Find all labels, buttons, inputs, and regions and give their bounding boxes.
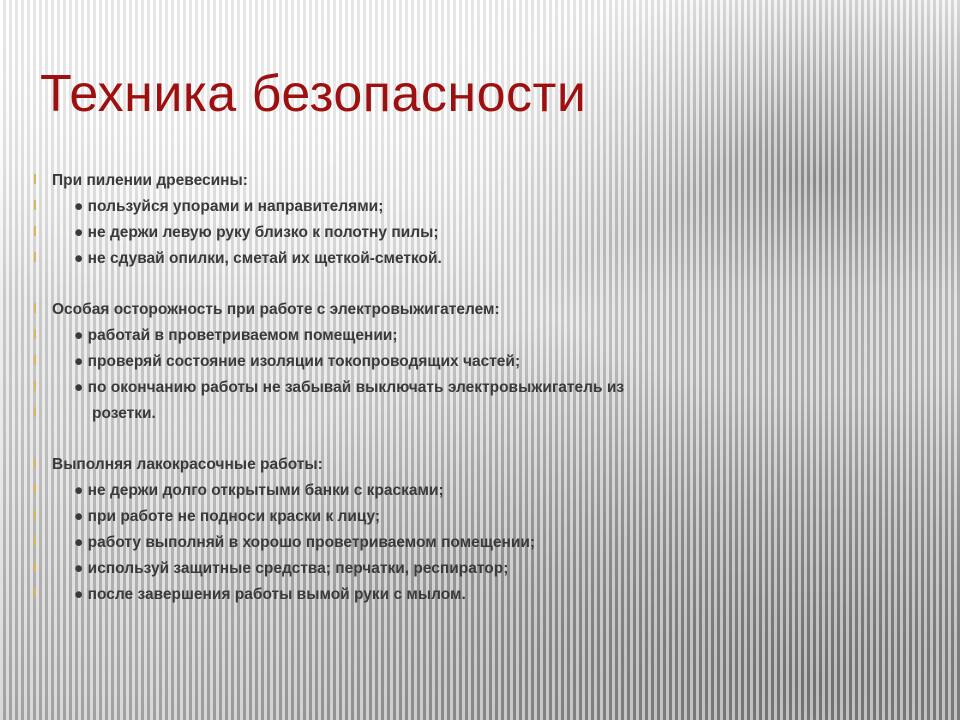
section-heading bbox=[34, 452, 914, 478]
line-text: ● пользуйся упорами и направителями; bbox=[74, 198, 384, 215]
line-text: Особая осторожность при работе с электровыжигателем: bbox=[52, 301, 500, 318]
bullet-item bbox=[34, 504, 914, 530]
line-text: ● работай в проветриваемом помещении; bbox=[74, 327, 398, 344]
bullet-marker-icon bbox=[34, 200, 36, 210]
bullet-item bbox=[34, 401, 914, 427]
line-text: ● после завершения работы вымой руки с мылом. bbox=[74, 586, 466, 603]
bullet-item bbox=[34, 349, 914, 375]
line-text: ● используй защитные средства; перчатки, респиратор; bbox=[74, 560, 509, 577]
line-text: ● по окончанию работы не забывай выключать электровыжигатель из bbox=[74, 379, 625, 396]
bullet-item bbox=[34, 194, 914, 220]
bullet-marker-icon bbox=[34, 226, 36, 236]
line-text: ● работу выполняй в хорошо проветриваемом помещении; bbox=[74, 534, 536, 551]
bullet-item bbox=[34, 375, 914, 401]
bullet-marker-icon bbox=[34, 458, 36, 468]
line-text: Выполняя лакокрасочные работы: bbox=[52, 456, 323, 473]
bullet-marker-icon bbox=[34, 562, 36, 572]
bullet-marker-icon bbox=[34, 484, 36, 494]
bullet-marker-icon bbox=[34, 303, 36, 313]
bullet-marker-icon bbox=[34, 252, 36, 262]
bullet-marker-icon bbox=[34, 588, 36, 598]
bullet-marker-icon bbox=[34, 510, 36, 520]
paragraph-gap bbox=[34, 427, 914, 452]
line-text: При пилении древесины: bbox=[52, 172, 248, 189]
bullet-marker-icon bbox=[34, 536, 36, 546]
line-text: ● не держи левую руку близко к полотну пилы; bbox=[74, 224, 439, 241]
section-heading bbox=[34, 297, 914, 323]
bullet-marker-icon bbox=[34, 329, 36, 339]
bullet-marker-icon bbox=[34, 174, 36, 184]
bullet-marker-icon bbox=[34, 407, 36, 417]
bullet-marker-icon bbox=[34, 355, 36, 365]
bullet-item bbox=[34, 582, 914, 608]
line-text: ● не держи долго открытыми банки с красками; bbox=[74, 482, 444, 499]
line-text: ● не сдувай опилки, сметай их щеткой-сметкой. bbox=[74, 250, 442, 267]
line-text: розетки. bbox=[92, 405, 156, 422]
bullet-item bbox=[34, 556, 914, 582]
bullet-item bbox=[34, 323, 914, 349]
paragraph-gap bbox=[34, 272, 914, 297]
bullet-item bbox=[34, 246, 914, 272]
line-text: ● проверяй состояние изоляции токопроводящих частей; bbox=[74, 353, 521, 370]
line-text: ● при работе не подноси краски к лицу; bbox=[74, 508, 381, 525]
slide-title: Техника безопасности bbox=[40, 65, 587, 123]
slide-body bbox=[34, 168, 914, 608]
section-heading bbox=[34, 168, 914, 194]
bullet-item bbox=[34, 220, 914, 246]
bullet-marker-icon bbox=[34, 381, 36, 391]
bullet-item bbox=[34, 478, 914, 504]
bullet-item bbox=[34, 530, 914, 556]
